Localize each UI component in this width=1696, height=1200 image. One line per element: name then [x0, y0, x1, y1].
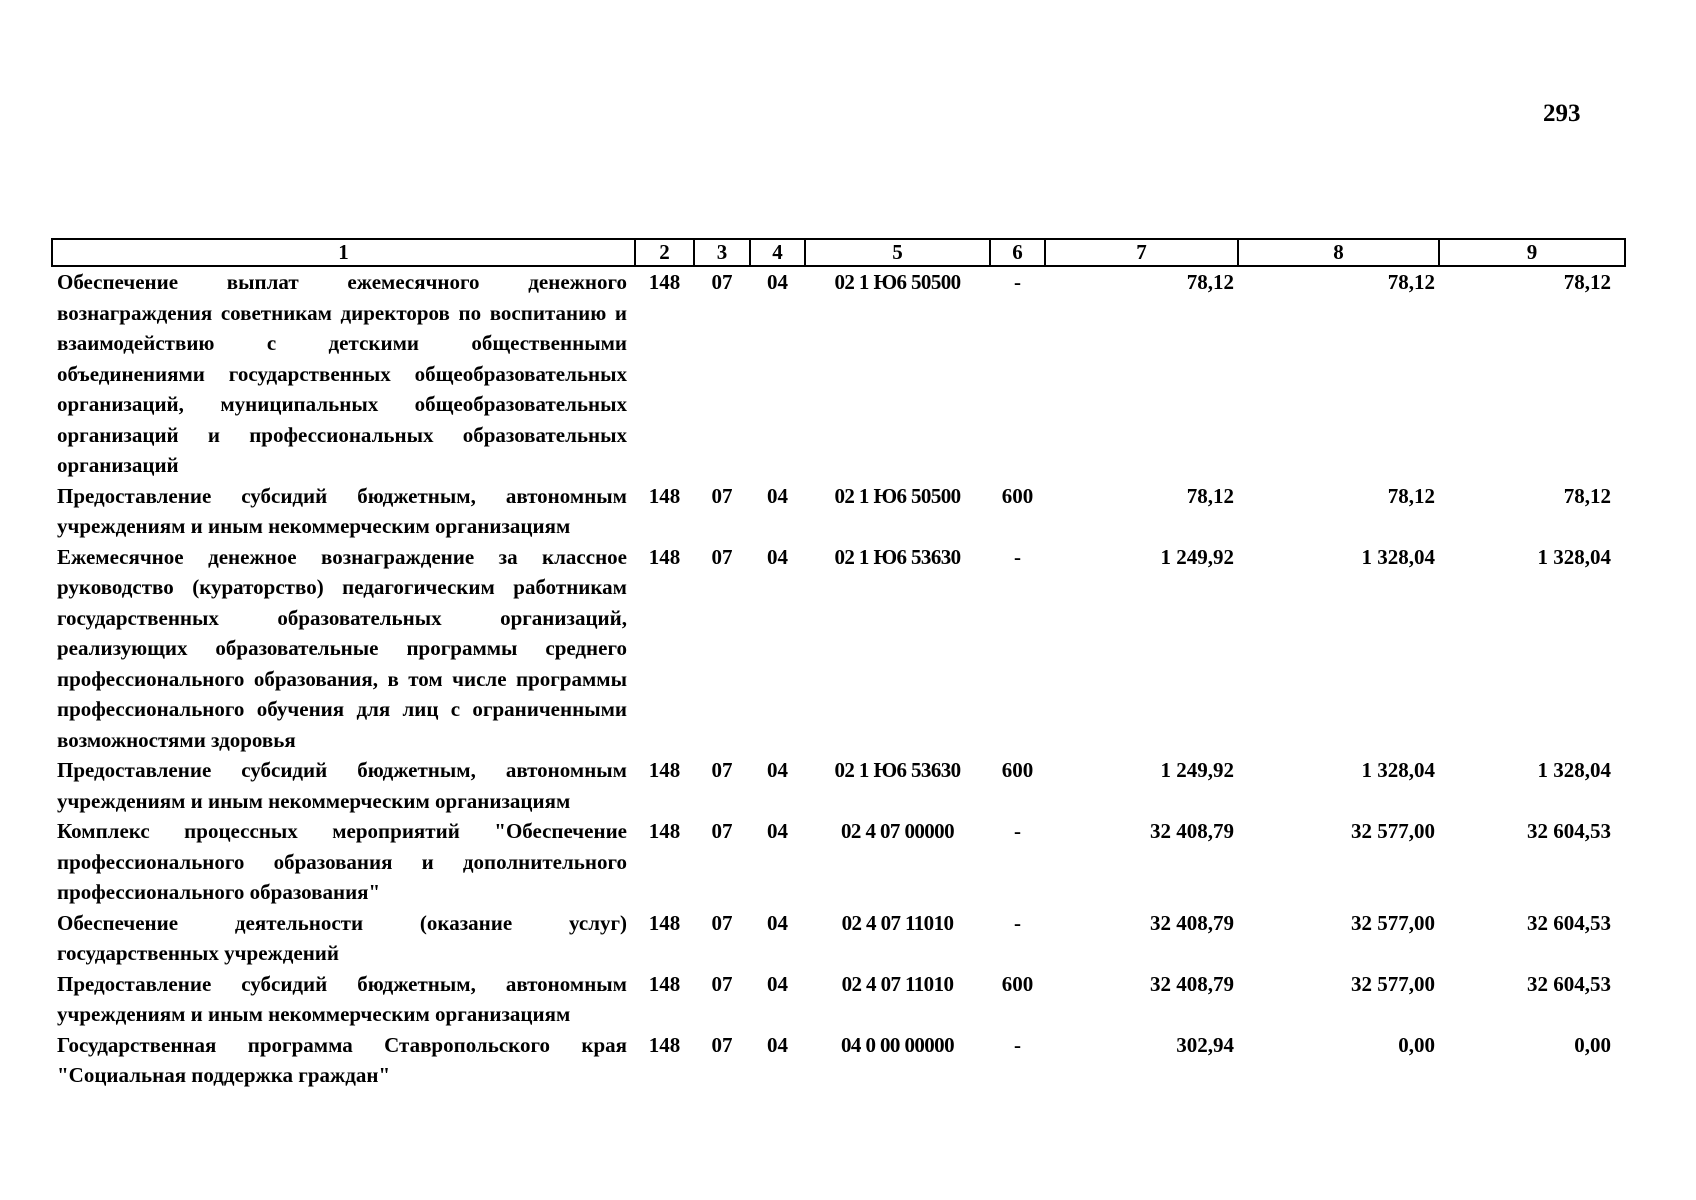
- row-amount-year-1: 302,94: [1176, 1032, 1234, 1057]
- row-code-subsection: 04: [767, 819, 788, 843]
- row-code-expense-type: -: [1014, 270, 1021, 294]
- row-name: Обеспечение деятельности (оказание услуг) государственных учреждений: [57, 910, 627, 965]
- header-col-8: 8: [1238, 239, 1439, 266]
- row-amount-year-1: 78,12: [1186, 270, 1234, 294]
- budget-table: [51, 238, 1626, 1091]
- row-code-expense-type: -: [1014, 910, 1021, 935]
- row-code-ministry: 148: [648, 270, 681, 294]
- row-code-expense-type: 600: [1001, 758, 1034, 782]
- header-col-6: 6: [990, 239, 1045, 266]
- row-amount-year-3: 78,12: [1563, 483, 1611, 508]
- header-col-3: 3: [694, 239, 750, 266]
- row-amount-year-1: 78,12: [1186, 483, 1234, 508]
- row-code-ministry: 148: [648, 819, 681, 843]
- row-amount-year-2: 1 328,04: [1361, 758, 1435, 782]
- row-name: Предоставление субсидий бюджетным, автономным учреждениям и иным некоммерческим организациям: [57, 971, 627, 1026]
- row-code-subsection: 04: [767, 1032, 788, 1057]
- row-code-section: 07: [711, 971, 733, 996]
- table-row: [52, 1030, 1625, 1091]
- row-amount-year-3: 1 328,04: [1537, 758, 1611, 782]
- row-code-subsection: 04: [767, 270, 788, 294]
- row-name: Предоставление субсидий бюджетным, автономным учреждениям и иным некоммерческим организациям: [57, 758, 627, 813]
- row-amount-year-1: 32 408,79: [1150, 910, 1234, 935]
- row-amount-year-3: 1 328,04: [1537, 544, 1611, 569]
- row-code-target: 02 4 07 00000: [841, 819, 954, 843]
- table-row: [52, 816, 1625, 908]
- row-code-target: 02 1 Ю6 53630: [834, 544, 961, 569]
- row-code-ministry: 148: [648, 910, 681, 935]
- row-code-subsection: 04: [767, 971, 788, 996]
- row-amount-year-1: 32 408,79: [1150, 819, 1234, 843]
- row-amount-year-2: 32 577,00: [1351, 819, 1435, 843]
- row-amount-year-2: 32 577,00: [1351, 910, 1435, 935]
- header-col-2: 2: [635, 239, 694, 266]
- row-code-expense-type: -: [1014, 544, 1021, 569]
- row-amount-year-1: 32 408,79: [1150, 971, 1234, 996]
- table-row: [52, 755, 1625, 816]
- row-amount-year-1: 1 249,92: [1160, 544, 1234, 569]
- page-number: 293: [1543, 100, 1581, 127]
- row-code-ministry: 148: [648, 483, 681, 508]
- row-amount-year-2: 32 577,00: [1351, 971, 1435, 996]
- row-code-section: 07: [711, 270, 733, 294]
- row-code-expense-type: 600: [1001, 971, 1034, 996]
- row-amount-year-3: 32 604,53: [1527, 971, 1611, 996]
- row-name: Предоставление субсидий бюджетным, автономным учреждениям и иным некоммерческим организациям: [57, 483, 627, 538]
- row-name: Обеспечение выплат ежемесячного денежного вознаграждения советникам директоров по воспитанию и взаимодействию с детскими общественными объединениями государственных общеобразовательных организаций, муниципальных общеобразовательных организаций и профессиональных образовательных организаций: [57, 270, 627, 477]
- row-code-subsection: 04: [767, 544, 788, 569]
- row-code-expense-type: -: [1014, 1032, 1021, 1057]
- row-code-section: 07: [711, 1032, 733, 1057]
- row-amount-year-2: 1 328,04: [1361, 544, 1435, 569]
- row-code-target: 02 1 Ю6 53630: [834, 758, 961, 782]
- row-amount-year-2: 78,12: [1387, 483, 1435, 508]
- header-col-4: 4: [750, 239, 805, 266]
- row-code-target: 04 0 00 00000: [841, 1032, 954, 1057]
- table-row: [52, 266, 1625, 481]
- row-code-subsection: 04: [767, 483, 788, 508]
- row-code-section: 07: [711, 758, 733, 782]
- row-code-ministry: 148: [648, 544, 681, 569]
- header-col-5: 5: [805, 239, 990, 266]
- table-row: [52, 908, 1625, 969]
- table-row: [52, 481, 1625, 542]
- row-name: Ежемесячное денежное вознаграждение за классное руководство (кураторство) педагогическим работникам государственных образовательных организаций, реализующих образовательные программы среднего профессионального образования, в том числе программы профессионального обучения для лиц с ограниченными возможностями здоровья: [57, 544, 627, 752]
- table-row: [52, 542, 1625, 756]
- row-code-expense-type: -: [1014, 819, 1021, 843]
- row-code-ministry: 148: [648, 758, 681, 782]
- row-code-target: 02 1 Ю6 50500: [834, 483, 961, 508]
- row-code-section: 07: [711, 910, 733, 935]
- row-amount-year-2: 78,12: [1387, 270, 1435, 294]
- row-amount-year-3: 78,12: [1563, 270, 1611, 294]
- row-code-expense-type: 600: [1001, 483, 1034, 508]
- row-amount-year-3: 32 604,53: [1527, 910, 1611, 935]
- row-code-subsection: 04: [767, 758, 788, 782]
- header-col-1: 1: [52, 239, 635, 266]
- table-row: [52, 969, 1625, 1030]
- row-amount-year-2: 0,00: [1398, 1032, 1435, 1057]
- row-name: Государственная программа Ставропольского края "Социальная поддержка граждан": [57, 1032, 627, 1087]
- row-amount-year-1: 1 249,92: [1160, 758, 1234, 782]
- row-amount-year-3: 0,00: [1574, 1032, 1611, 1057]
- row-code-section: 07: [711, 483, 733, 508]
- row-code-section: 07: [711, 544, 733, 569]
- row-code-ministry: 148: [648, 1032, 681, 1057]
- header-col-7: 7: [1045, 239, 1238, 266]
- row-code-subsection: 04: [767, 910, 788, 935]
- header-col-9: 9: [1439, 239, 1625, 266]
- row-code-target: 02 1 Ю6 50500: [834, 270, 961, 294]
- row-code-target: 02 4 07 11010: [841, 971, 954, 996]
- row-code-section: 07: [711, 819, 733, 843]
- row-code-target: 02 4 07 11010: [841, 910, 954, 935]
- row-amount-year-3: 32 604,53: [1527, 819, 1611, 843]
- header-row: [52, 239, 1625, 266]
- row-code-ministry: 148: [648, 971, 681, 996]
- row-name: Комплекс процессных мероприятий "Обеспечение профессионального образования и дополнительного профессионального образования": [57, 819, 627, 904]
